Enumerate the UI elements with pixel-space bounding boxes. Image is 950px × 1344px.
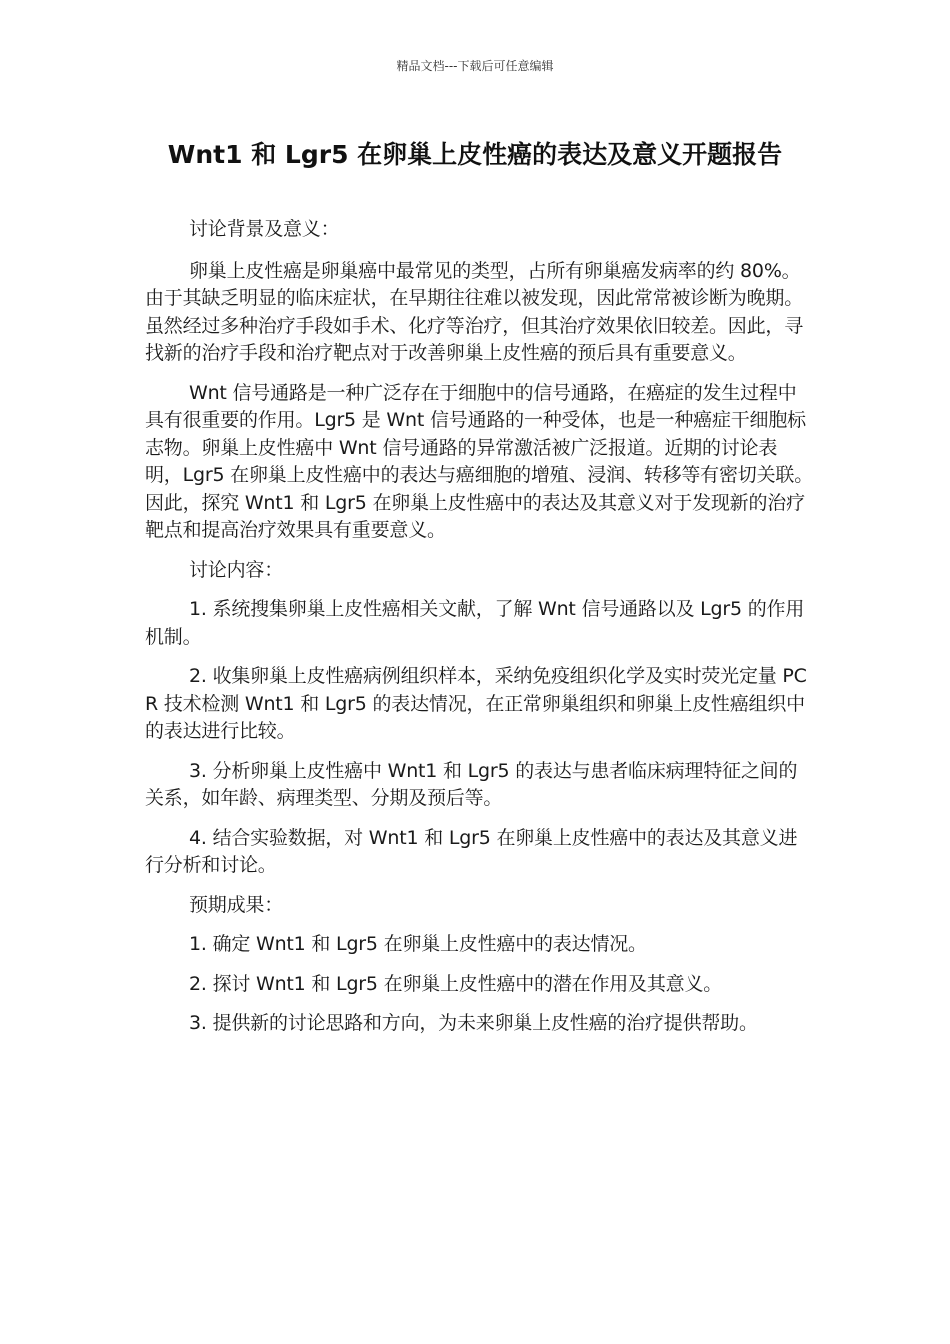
list-item-outcome-1: 1. 确定 Wnt1 和 Lgr5 在卵巢上皮性癌中的表达情况。 <box>189 933 647 955</box>
section-heading-background: 讨论背景及意义： <box>189 218 340 240</box>
document-title: Wnt1 和 Lgr5 在卵巢上皮性癌的表达及意义开题报告 <box>167 140 783 169</box>
list-item-content-4: 4. 结合实验数据，对 Wnt1 和 Lgr5 在卵巢上皮性癌中的表达及其意义进行分析和讨论。 <box>145 826 798 876</box>
section-heading-outcomes: 预期成果： <box>189 893 284 916</box>
section-heading-content: 讨论内容： <box>189 558 284 581</box>
list-item-content-1: 1. 系统搜集卵巢上皮性癌相关文献，了解 Wnt 信号通路以及 Lgr5 的作用机制。 <box>145 598 805 648</box>
list-item-outcome-2: 2. 探讨 Wnt1 和 Lgr5 在卵巢上皮性癌中的潜在作用及其意义。 <box>189 972 723 995</box>
paragraph-background-1: 卵巢上皮性癌是卵巢癌中最常见的类型，占所有卵巢癌发病率的约 80%。由于其缺乏明显的临床症状，在早期往往难以被发现，因此常常被诊断为晚期。虽然经过多种治疗手段如手术、化疗等治疗，但其治疗效果依旧较差。因此，寻找新的治疗手段和治疗靶点对于改善卵巢上皮性癌的预后具有重要意义。 <box>145 259 804 364</box>
list-item-content-2: 2. 收集卵巢上皮性癌病例组织样本，采纳免疫组织化学及实时荧光定量 PCR 技术检测 Wnt1 和 Lgr5 的表达情况，在正常卵巢组织和卵巢上皮性癌组织中的表达进行比较。 <box>145 665 807 742</box>
list-item-content-3: 3. 分析卵巢上皮性癌中 Wnt1 和 Lgr5 的表达与患者临床病理特征之间的关系，如年龄、病理类型、分期及预后等。 <box>145 759 798 809</box>
document-body <box>145 216 813 1050</box>
paragraph-background-2: Wnt 信号通路是一种广泛存在于细胞中的信号通路，在癌症的发生过程中具有很重要的作用。Lgr5 是 Wnt 信号通路的一种受体，也是一种癌症干细胞标志物。卵巢上皮性癌中 Wnt 信号通路的异常激活被广泛报道。近期的讨论表明，Lgr5 在卵巢上皮性癌中的表达与癌细胞的增殖、浸润、转移等有密切关联。因此，探究 Wnt1 和 Lgr5 在卵巢上皮性癌中的表达及其意义对于发现新的治疗靶点和提高治疗效果具有重要意义。 <box>145 381 813 541</box>
header-note: 精品文档---下载后可任意编辑 <box>396 59 554 73</box>
list-item-outcome-3: 3. 提供新的讨论思路和方向，为未来卵巢上皮性癌的治疗提供帮助。 <box>189 1012 758 1034</box>
